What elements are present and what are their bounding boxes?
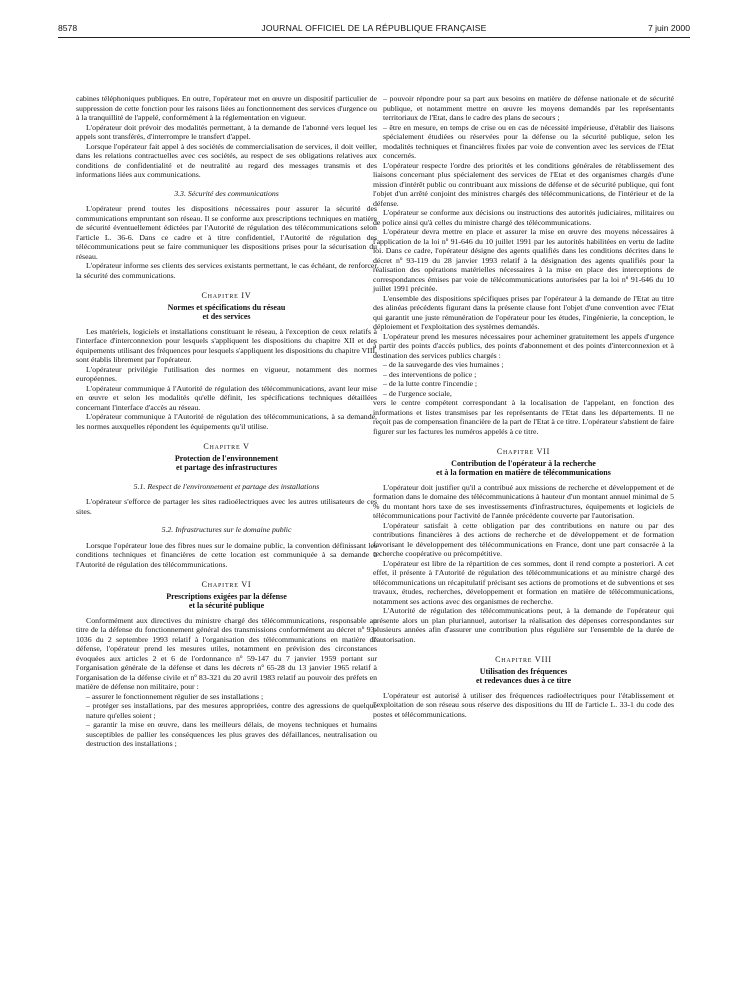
chapter-title: Utilisation des fréquences et redevances dues à ce titre (475, 666, 571, 685)
issue-date: 7 juin 2000 (647, 23, 690, 33)
chapter-title: Prescriptions exigées par la défense et la sécurité publique (166, 591, 287, 610)
section-heading: 3.3. Sécurité des communications (174, 188, 279, 198)
paragraph: L'opérateur privilégie l'utilisation des normes en vigueur, notamment des normes européennes. (76, 364, 377, 383)
chapter-title: Protection de l'environnement et partage des infrastructures (174, 453, 279, 472)
list-item: – de l'urgence sociale, (383, 388, 452, 398)
list-item: – assurer le fonctionnement régulier de ses installations ; (86, 691, 264, 701)
paragraph: L'Autorité de régulation des télécommunications peut, à la demande de l'opérateur qui présente alors un plan pluriannuel, autoriser la réalisation des dépenses correspondantes sur plusieurs années afin d'assurer une contribution plus régulière sur l'ensemble de la durée de l'autorisation. (373, 606, 674, 644)
paragraph: L'opérateur informe ses clients des services existants permettant, le cas échéant, de renforcer la sécurité des communications. (76, 261, 377, 280)
chapter-number: Chapitre V (203, 442, 250, 451)
paragraph: L'ensemble des dispositions spécifiques prises par l'opérateur à la demande de l'Etat au titre des alinéas précédents figurant dans la présente clause font l'objet d'une convention avec l'Etat qui garantit une juste rémunération de l'opérateur pour les études, l'ingénierie, la conception, le déploiement et l'exploitation des systèmes demandés. (373, 293, 674, 331)
paragraph: L'opérateur se conforme aux décisions ou instructions des autorités judiciaires, militaires ou de police ainsi qu'à celles du ministre chargé des télécommunications. (373, 208, 674, 227)
list-item: – pouvoir répondre pour sa part aux besoins en matière de défense nationale et de sécurité publique, et notamment mettre en œuvre les moyens demandés par les représentants territoriaux de l'Etat, dans le cadre des plans de secours ; (383, 94, 674, 122)
page-number: 8578 (58, 23, 78, 33)
list-item: – de la sauvegarde des vies humaines ; (383, 360, 504, 369)
chapter-number: Chapitre VII (496, 447, 551, 456)
list-item: – de la lutte contre l'incendie ; (383, 379, 478, 388)
paragraph: L'opérateur respecte l'ordre des priorités et les conditions générales de rétablissement des liaisons concernant plus spécialement des services de l'Etat et des organismes chargés d'une mission d'intérêt public ou contribuant aux missions de défense et de sécurité publique, qui font l'objet d'un arrêté conjoint des ministres chargés des télécommunications, de l'intérieur et de la défense. (373, 160, 674, 208)
paragraph: L'opérateur doit prévoir des modalités permettant, à la demande de l'abonné vers lequel les appels sont transférés, d'interrompre le transfert d'appel. (76, 122, 377, 141)
paragraph: Les matériels, logiciels et installations constituant le réseau, à l'exception de ceux relatifs à l'interface d'interconnexion pour lesquels s'appliquent les dispositions du chapitre XII et des équipements utilisant des fréquences pour lesquels s'appliquent les dispositions du chapitre VIII, sont établis librement par l'opérateur. (76, 326, 377, 364)
paragraph: L'opérateur est libre de la répartition de ces sommes, dont il rend compte a posteriori. A cet effet, il présente à l'Autorité de régulation des télécommunications et au ministre chargé des télécommunications un récapitulatif précisant ses actions de promotions et de subventions et ses travaux, études, recherches, développement et formation en matière de télécommunications, notamment ses actions avec des organismes de recherche. (373, 558, 674, 606)
right-column (373, 94, 674, 719)
paragraph: L'opérateur doit justifier qu'il a contribué aux missions de recherche et développement et de formation dans le domaine des télécommunications à hauteur d'un montant annuel minimal de 5 % du montant hors taxe de ses investissements d'infrastructures, équipements et logiciels de télécommunications pour l'activité de l'année précédente couverte par l'autorisation. (373, 482, 674, 520)
list-item: – protéger ses installations, par des mesures appropriées, contre des agressions de quelque nature qu'elles soient ; (86, 701, 377, 720)
chapter-title: Contribution de l'opérateur à la recherche et à la formation en matière de télécommunications (436, 458, 611, 477)
chapter-title: Normes et spécifications du réseau et des services (167, 302, 286, 321)
paragraph: cabines téléphoniques publiques. En outre, l'opérateur met en œuvre un dispositif particulier de suppression de cette fonction pour les raisons liées au fonctionnement des services d'urgence ou à la tranquillité de l'appelé, conformément à la réglementation en vigueur. (76, 94, 377, 122)
list-item: – être en mesure, en temps de crise ou en cas de nécessité impérieuse, d'établir des liaisons spécialement étudiées ou réservées pour la défense ou la sécurité publique, selon les modalités techniques et financières fixées par voie de convention avec les services de l'Etat concernés. (383, 122, 674, 160)
paragraph: L'opérateur devra mettre en place et assurer la mise en œuvre des moyens nécessaires à l'application de la loi nº 91-646 du 10 juillet 1991 par les autorités habilitées en vertu de ladite loi. Dans ce cadre, l'opérateur désigne des agents qualifiés dans les conditions décrites dans le décret nº 93-119 du 28 janvier 1993 relatif à la désignation des agents qualifiés pour la réalisation des opérations matérielles nécessaires à la mise en place des interceptions de correspondances émises par voie de télécommunications autorisées par la loi nº 91-646 du 10 juillet 1991 précitée. (373, 227, 674, 293)
chapter-number: Chapitre IV (201, 291, 252, 300)
paragraph: vers le centre compétent correspondant à la localisation de l'appelant, en fonction des informations et listes transmises par les représentants de l'Etat dans les départements. Il ne reçoit pas de compensation financière de la part de l'Etat à ce titre. L'opérateur s'abstient de faire figurer sur les factures les numéros appelés à ce titre. (373, 398, 674, 436)
paragraph: L'opérateur prend les mesures nécessaires pour acheminer gratuitement les appels d'urgence à partir des points d'accès publics, des points d'abonnement et des points d'interconnexion et à destination des services publics chargés : (373, 331, 674, 360)
page-header (58, 20, 690, 36)
paragraph: L'opérateur est autorisé à utiliser des fréquences radioélectriques pour l'établissement et l'exploitation de son réseau sous réserve des dispositions du III de l'article L. 33-1 du code des postes et télécommunications. (373, 690, 674, 719)
paragraph: Lorsque l'opérateur fait appel à des sociétés de commercialisation de services, il doit veiller, dans les relations contractuelles avec ces sociétés, au respect de ses obligations relatives aux conditions de confidentialité et de neutralité au regard des messages transmis et des informations liées aux communications. (76, 141, 377, 179)
paragraph: L'opérateur satisfait à cette obligation par des contributions en nature ou par des contributions financières à des actions de recherche et de développement et de formation favorisant le développement des télécommunications en France, dont une part consacrée à la recherche coopérative ou précompétitive. (373, 520, 674, 558)
paragraph: L'opérateur s'efforce de partager les sites radioélectriques avec les autres utilisateurs de ces sites. (76, 497, 377, 516)
paragraph: L'opérateur prend toutes les dispositions nécessaires pour assurer la sécurité des communications empruntant son réseau. Il se conforme aux prescriptions techniques en matière de sécurité éventuellement édictées par l'Autorité de régulation des télécommunications selon l'article L. 36-6. Dans ce cadre et à titre confidentiel, l'Autorité de régulation des télécommunications peut se faire communiquer les dispositions prises pour la sécurisation du réseau. (76, 204, 377, 261)
chapter-number: Chapitre VI (201, 580, 252, 589)
left-column (76, 94, 377, 749)
header-rule (58, 37, 690, 38)
paragraph: Conformément aux directives du ministre chargé des télécommunications, responsable au titre de la défense du fonctionnement général des transmissions conformément au décret nº 93-1036 du 2 septembre 1993 relatif à l'organisation des télécommunications en matière de défense, l'opérateur prend les mesures utiles, notamment en prévision des circonstances évoquées aux articles 2 et 6 de l'ordonnance nº 59-147 du 7 janvier 1959 portant sur l'organisation générale de la défense et dans les décrets nº 65-28 du 13 janvier 1965 relatif à l'organisation de la défense civile et nº 83-321 du 20 avril 1983 relatif au pouvoir des préfets en matière de défense non militaire, pour : (76, 615, 377, 691)
paragraph: L'opérateur communique à l'Autorité de régulation des télécommunications, à sa demande, les normes auxquelles répondent les équipements qu'il utilise. (76, 412, 377, 431)
paragraph: L'opérateur communique à l'Autorité de régulation des télécommunications, avant leur mise en œuvre et selon les modalités qu'elle définit, les spécifications techniques détaillées concernant l'interface d'accès au réseau. (76, 383, 377, 412)
chapter-number: Chapitre VIII (495, 655, 552, 664)
list-item: – des interventions de police ; (383, 369, 477, 379)
section-heading: 5.1. Respect de l'environnement et partage des installations (133, 481, 320, 491)
section-heading: 5.2. Infrastructures sur le domaine public (161, 525, 292, 534)
paragraph: Lorsque l'opérateur loue des fibres nues sur le domaine public, la convention définissant les conditions techniques et financières de cette location est communiquée à sa demande à l'Autorité de régulation des télécommunications. (76, 540, 377, 569)
list-item: – garantir la mise en œuvre, dans les meilleurs délais, de moyens techniques et humains susceptibles de pallier les conséquences les plus graves des défaillances, neutralisation ou destruction des installations ; (86, 720, 377, 748)
journal-title: JOURNAL OFFICIEL DE LA RÉPUBLIQUE FRANÇAISE (261, 23, 487, 33)
